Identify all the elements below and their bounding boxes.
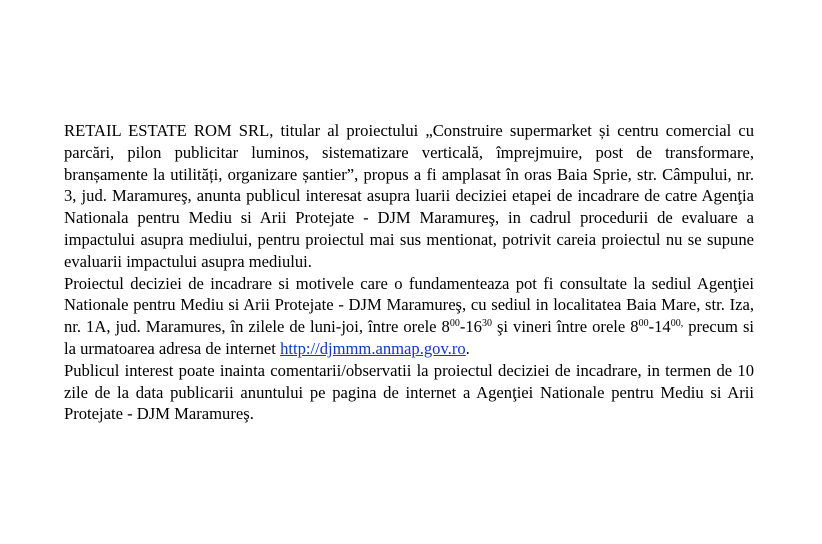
consultation-text: şi vineri între orele 8	[491, 317, 639, 337]
consultation-text: -14	[648, 317, 671, 337]
time-superscript: 30	[481, 318, 492, 330]
time-superscript: 00	[638, 318, 649, 330]
time-superscript: 00,	[670, 318, 684, 330]
consultation-text: .	[465, 338, 470, 358]
consultation-text: -16	[459, 317, 482, 337]
announcement-text	[64, 120, 754, 425]
paragraph-announcement: RETAIL ESTATE ROM SRL, titular al proiectului „Construire supermarket și centru comercial cu parcări, pilon publicitar luminos, sistematizare verticală, împrejmuire, post de transformare, branșamente la utilități, organizare șantier”, propus a fi amplasat în oras Baia Sprie, str. Câmpului, nr. 3, jud. Maramureş, anunta publicul interesat asupra luarii deciziei etapei de incadrare de catre Agenţia Nationala pentru Mediu si Arii Protejate - DJM Maramureş, in cadrul procedurii de evaluare a impactului asupra mediului, pentru proiectul mai sus mentionat, potrivit careia proiectul nu se supune evaluarii impactului asupra mediului.	[64, 121, 754, 271]
time-superscript: 00	[449, 318, 460, 330]
consultation-text: precum si la urmatoarea adresa de internet	[64, 317, 755, 358]
consultation-text: Proiectul deciziei de incadrare si motivele care o fundamenteaza pot fi consultate la sediul Agenţiei Nationale pentru Mediu si Arii Protejate - DJM Maramureş, cu sediul in localitatea Baia Mare, str. Iza, nr. 1A, jud. Maramures, în zilele de luni-joi, între orele 8	[64, 273, 754, 337]
paragraph-comments: Publicul interest poate inainta comentarii/observatii la proiectul deciziei de incadrare, in termen de 10 zile de la data publicarii anuntului pe pagina de internet a Agenţiei Nationale pentru Mediu si Arii Protejate - DJM Maramureş.	[64, 360, 754, 424]
website-link[interactable]: http://djmmm.anmap.gov.ro	[280, 338, 466, 358]
paragraph-consultation	[64, 273, 754, 360]
